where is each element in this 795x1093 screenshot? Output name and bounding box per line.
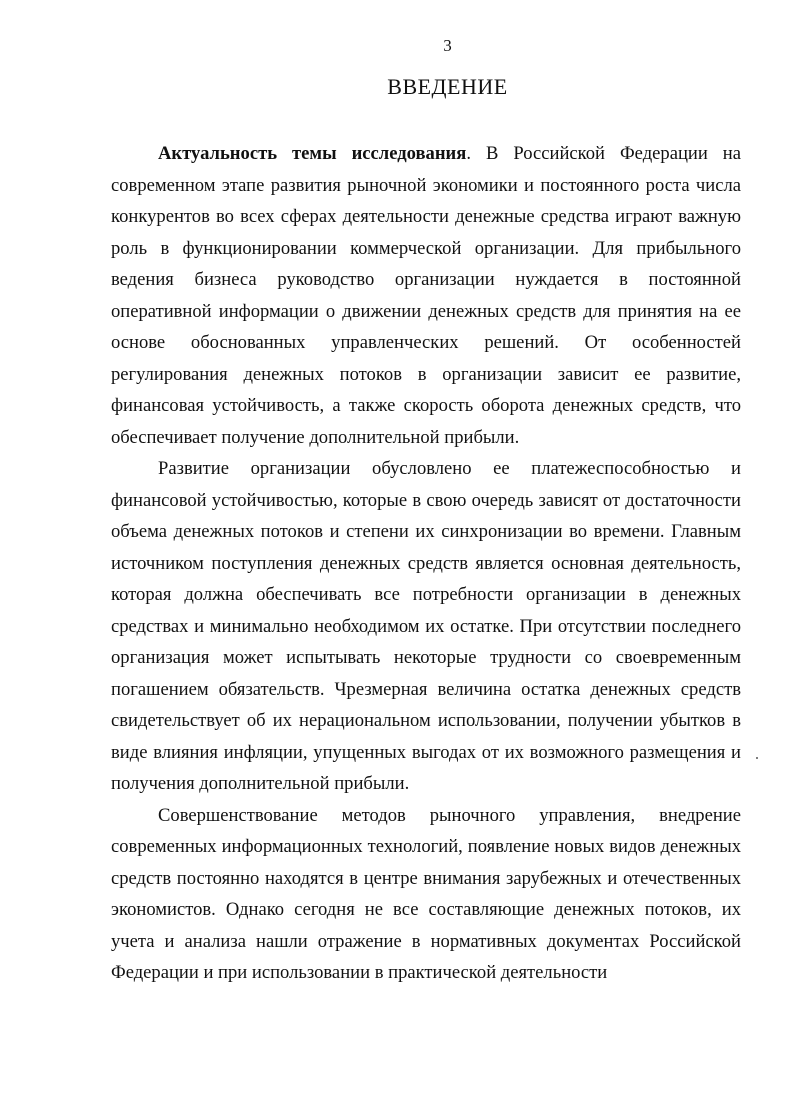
paragraph-improvement: Совершенствование методов рыночного управления, внедрение современных информационных технологий, появление новых видов денежных средств постоянно находятся в центре внимания зарубежных и отечественных экономистов. Однако сегодня не все составляющие денежных потоков, их учета и анализа нашли отражение в нормативных документах Российской Федерации и при использовании в практической деятельности — [111, 804, 741, 983]
section-title: ВВЕДЕНИЕ — [387, 74, 508, 99]
page-number: 3 — [443, 36, 452, 55]
paragraph-text: . В Российской Федерации на современном этапе развития рыночной экономики и постоянного роста числа конкурентов во всех сферах деятельности денежные средства играют важную роль в функционировании коммерческой организации. Для прибыльного ведения бизнеса руководство организации нуждается в постоянной оперативной информации о движении денежных средств для принятия на ее основе обоснованных управленческих решений. От особенностей регулирования денежных потоков в организации зависит ее развитие, финансовая устойчивость, а также скорость оборота денежных средств, что обеспечивает получение дополнительной прибыли. — [111, 143, 742, 448]
scan-speck — [756, 757, 758, 759]
paragraph-relevance — [111, 138, 741, 453]
paragraph-lead-heading: Актуальность темы исследования — [158, 143, 467, 164]
body-text — [111, 138, 741, 989]
paragraph-development: Развитие организации обусловлено ее платежеспособностью и финансовой устойчивостью, которые в свою очередь зависят от достаточности объема денежных потоков и степени их синхронизации во времени. Главным источником поступления денежных средств является основная деятельность, которая должна обеспечивать все потребности организации в денежных средствах и минимально необходимом их остатке. При отсутствии последнего организация может испытывать некоторые трудности со своевременным погашением обязательств. Чрезмерная величина остатка денежных средств свидетельствует об их нерациональном использовании, получении убытков в виде влияния инфляции, упущенных выгодах от их возможного размещения и получения дополнительной прибыли. — [111, 458, 741, 794]
